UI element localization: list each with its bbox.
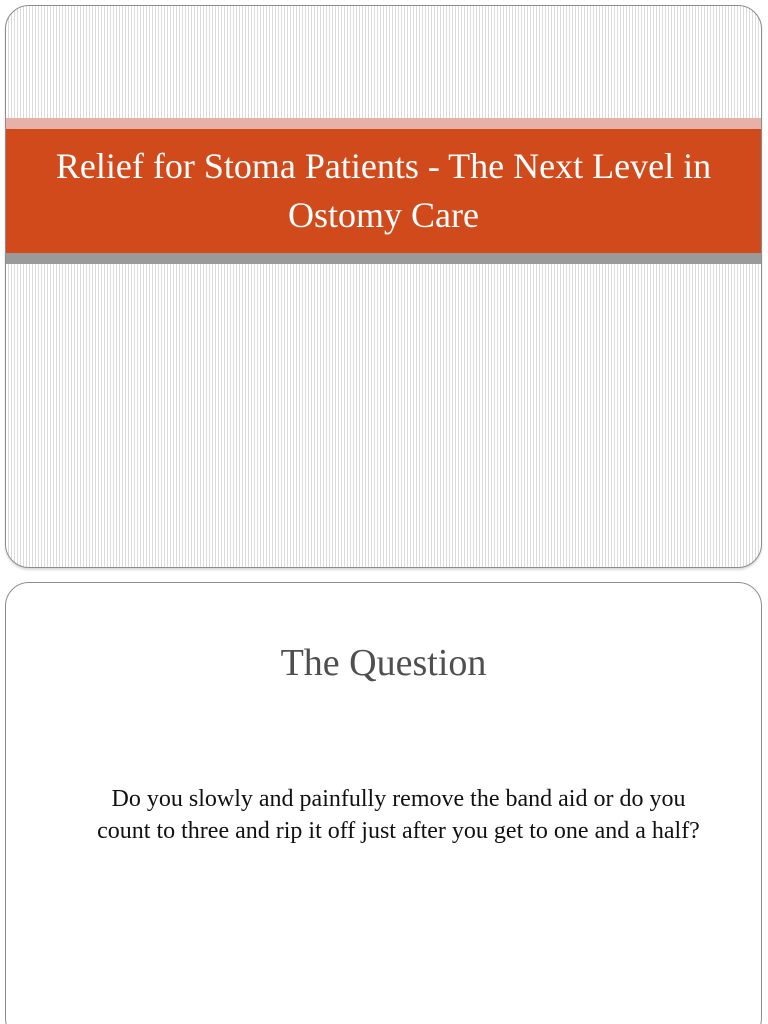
title-band — [6, 129, 761, 253]
title-top-accent-stripe — [6, 118, 761, 129]
slide-heading: The Question — [280, 642, 487, 684]
title-bottom-accent-stripe — [6, 253, 761, 264]
slide-body-text: Do you slowly and painfully remove the band aid or do you count to three and rip it off just after you get to one and a half? — [97, 786, 700, 844]
question-slide — [5, 582, 762, 1024]
slide-title: Relief for Stoma Patients - The Next Level in Ostomy Care — [55, 146, 712, 235]
title-slide — [5, 5, 762, 568]
